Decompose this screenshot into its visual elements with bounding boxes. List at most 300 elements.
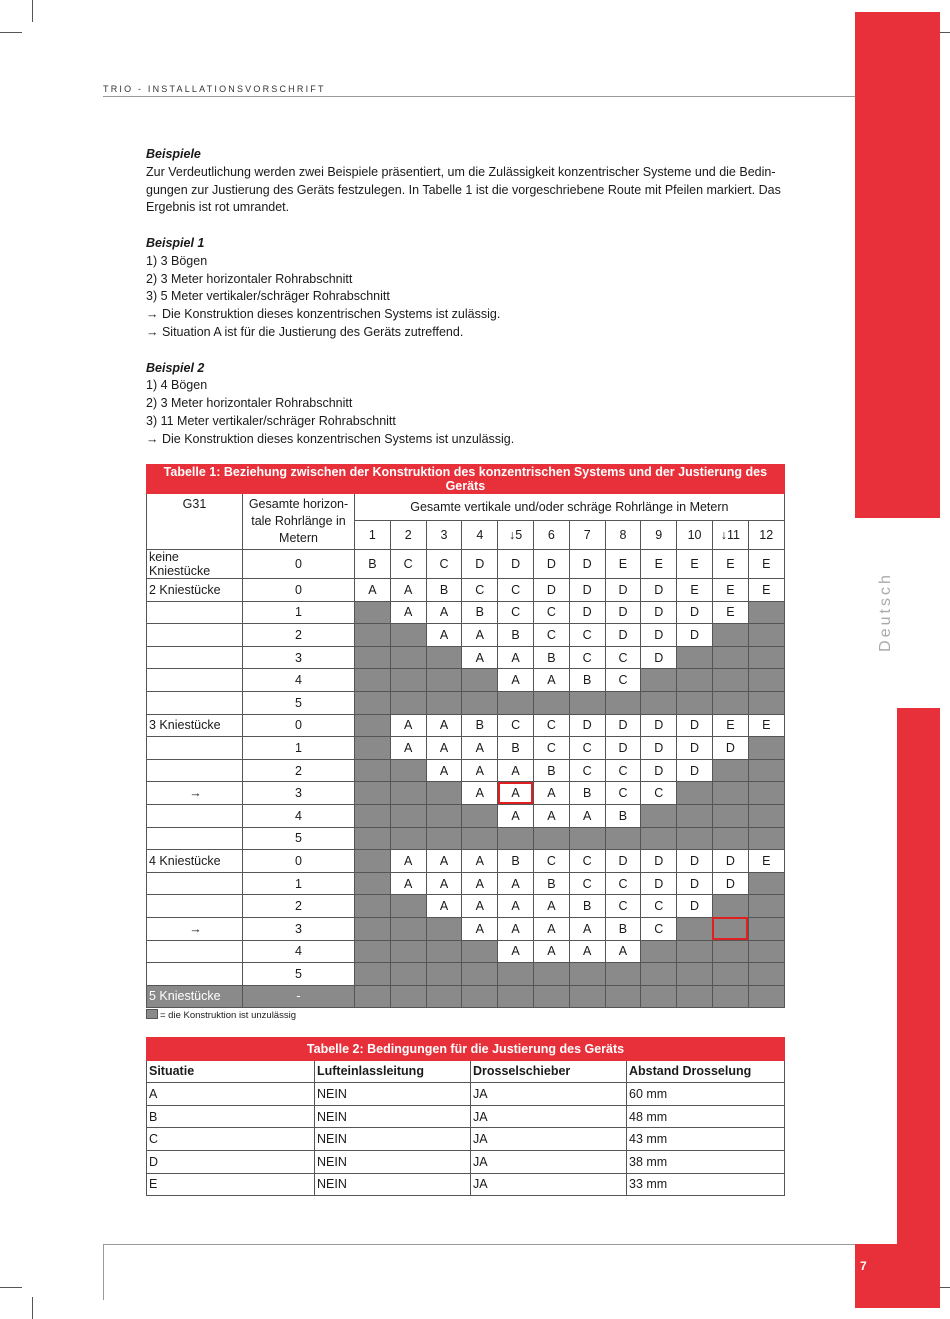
not-allowed-cell xyxy=(677,691,713,714)
row-label xyxy=(147,940,243,963)
situation-cell: E xyxy=(641,550,677,579)
not-allowed-cell xyxy=(748,624,784,647)
situation-cell: D xyxy=(677,601,713,624)
not-allowed-cell xyxy=(498,691,534,714)
table-cell: C xyxy=(147,1128,315,1151)
situation-cell: D xyxy=(533,579,569,602)
table-cell: 43 mm xyxy=(627,1128,785,1151)
row-label xyxy=(147,963,243,986)
situation-cell: D xyxy=(712,737,748,760)
not-allowed-cell xyxy=(712,804,748,827)
situation-cell: C xyxy=(498,579,534,602)
table-row xyxy=(147,579,785,602)
situation-cell: D xyxy=(641,624,677,647)
situation-cell: A xyxy=(462,917,498,940)
example-line: 3) 11 Meter vertikaler/schräger Rohrabschnitt xyxy=(146,413,396,428)
result-highlight-cell: A xyxy=(498,782,534,805)
row-label xyxy=(147,691,243,714)
situation-cell: B xyxy=(569,895,605,918)
row-label xyxy=(147,601,243,624)
not-allowed-cell xyxy=(355,963,391,986)
table-2-caption: Tabelle 2: Bedingungen für die Justierung des Geräts xyxy=(147,1038,785,1061)
situation-cell: D xyxy=(677,850,713,873)
page-number-box xyxy=(855,1244,897,1308)
not-allowed-cell xyxy=(390,646,426,669)
column-number: 2 xyxy=(390,520,426,549)
table-row xyxy=(147,917,785,940)
situation-cell: B xyxy=(462,601,498,624)
situation-cell: A xyxy=(498,872,534,895)
situation-cell: C xyxy=(569,850,605,873)
column-number: 9 xyxy=(641,520,677,549)
col-header-throttle: Drosselschieber xyxy=(471,1060,627,1083)
not-allowed-cell xyxy=(641,669,677,692)
not-allowed-cell xyxy=(390,917,426,940)
situation-cell: A xyxy=(426,714,462,737)
situation-cell: A xyxy=(498,646,534,669)
not-allowed-cell xyxy=(355,782,391,805)
table-1-caption: Tabelle 1: Beziehung zwischen der Konstruktion des konzentrischen Systems und der Justierung des Geräts xyxy=(147,465,785,494)
situation-cell: D xyxy=(605,601,641,624)
row-horizontal-length: 4 xyxy=(243,940,355,963)
not-allowed-cell xyxy=(641,827,677,850)
situation-cell: E xyxy=(712,579,748,602)
situation-cell: C xyxy=(605,782,641,805)
situation-cell: D xyxy=(498,550,534,579)
situation-cell: B xyxy=(569,782,605,805)
not-allowed-cell xyxy=(748,759,784,782)
not-allowed-cell xyxy=(426,917,462,940)
not-allowed-cell xyxy=(677,917,713,940)
situation-cell: A xyxy=(462,872,498,895)
situation-cell: C xyxy=(569,737,605,760)
example-title: Beispiel 1 xyxy=(146,235,205,250)
row-horizontal-length: 2 xyxy=(243,624,355,647)
not-allowed-cell xyxy=(748,691,784,714)
situation-cell: C xyxy=(498,601,534,624)
not-allowed-cell xyxy=(712,985,748,1008)
situation-cell: D xyxy=(569,601,605,624)
row-horizontal-length: 3 xyxy=(243,646,355,669)
situation-cell: B xyxy=(462,714,498,737)
situation-cell: A xyxy=(390,737,426,760)
situation-cell: C xyxy=(569,872,605,895)
column-number: 10 xyxy=(677,520,713,549)
not-allowed-cell xyxy=(605,963,641,986)
situation-cell: A xyxy=(569,804,605,827)
not-allowed-cell xyxy=(712,759,748,782)
not-allowed-cell xyxy=(390,963,426,986)
situation-cell: E xyxy=(677,579,713,602)
column-number: ↓11 xyxy=(712,520,748,549)
situation-cell: E xyxy=(677,550,713,579)
table-row xyxy=(147,850,785,873)
situation-cell: A xyxy=(462,624,498,647)
situation-cell: B xyxy=(605,804,641,827)
situation-cell: A xyxy=(390,579,426,602)
not-allowed-cell xyxy=(533,963,569,986)
table-row xyxy=(147,782,785,805)
column-number: 1 xyxy=(355,520,391,549)
situation-cell: B xyxy=(498,850,534,873)
not-allowed-cell xyxy=(355,850,391,873)
not-allowed-cell xyxy=(748,669,784,692)
situation-cell: A xyxy=(569,917,605,940)
legend-text: = die Konstruktion ist unzulässig xyxy=(160,1010,296,1021)
row-horizontal-length: 5 xyxy=(243,691,355,714)
situation-cell: D xyxy=(641,646,677,669)
not-allowed-cell xyxy=(355,759,391,782)
situation-cell: A xyxy=(498,895,534,918)
not-allowed-cell xyxy=(748,827,784,850)
table-row xyxy=(147,827,785,850)
not-allowed-cell xyxy=(712,669,748,692)
row-label xyxy=(147,872,243,895)
paragraph-line: gungen zur Justierung des Geräts festzulegen. In Tabelle 1 ist die vorgeschriebene Route mit Pfeilen markiert. Das xyxy=(146,182,781,197)
not-allowed-cell xyxy=(355,804,391,827)
table-row xyxy=(147,985,785,1008)
row-horizontal-length: 0 xyxy=(243,550,355,579)
situation-cell: B xyxy=(498,624,534,647)
section-title: Beispiele xyxy=(146,147,201,161)
situation-cell: A xyxy=(426,759,462,782)
situation-cell: D xyxy=(605,624,641,647)
not-allowed-cell xyxy=(462,940,498,963)
row-label xyxy=(147,624,243,647)
legend-swatch xyxy=(146,1009,158,1019)
table-cell: NEIN xyxy=(315,1150,471,1173)
not-allowed-cell xyxy=(498,827,534,850)
not-allowed-cell xyxy=(390,669,426,692)
not-allowed-cell xyxy=(712,646,748,669)
row-label: 3 Kniestücke xyxy=(147,714,243,737)
situation-cell: C xyxy=(641,782,677,805)
crop-mark xyxy=(32,0,33,22)
not-allowed-cell xyxy=(355,624,391,647)
situation-cell: A xyxy=(533,782,569,805)
table-cell: 60 mm xyxy=(627,1083,785,1106)
situation-cell: D xyxy=(677,759,713,782)
table-cell: A xyxy=(147,1083,315,1106)
situation-cell: A xyxy=(390,601,426,624)
header-rule xyxy=(103,96,855,97)
not-allowed-cell xyxy=(355,646,391,669)
row-horizontal-length: 4 xyxy=(243,669,355,692)
row-label: 2 Kniestücke xyxy=(147,579,243,602)
table-cell: D xyxy=(147,1150,315,1173)
not-allowed-cell xyxy=(677,827,713,850)
column-number: 6 xyxy=(533,520,569,549)
situation-cell: A xyxy=(498,759,534,782)
not-allowed-cell xyxy=(390,782,426,805)
row-horizontal-length: 1 xyxy=(243,737,355,760)
not-allowed-cell xyxy=(426,940,462,963)
situation-cell: A xyxy=(426,601,462,624)
situation-cell: A xyxy=(462,850,498,873)
situation-cell: A xyxy=(498,669,534,692)
row-label xyxy=(147,669,243,692)
situation-cell: C xyxy=(605,669,641,692)
not-allowed-cell xyxy=(712,963,748,986)
example-line: 1) 4 Bögen xyxy=(146,378,208,393)
not-allowed-cell xyxy=(390,804,426,827)
col-header-vertical: Gesamte vertikale und/oder schräge Rohrlänge in Metern xyxy=(355,494,785,521)
table-cell: B xyxy=(147,1105,315,1128)
not-allowed-cell xyxy=(641,691,677,714)
table-cell: JA xyxy=(471,1128,627,1151)
not-allowed-cell xyxy=(355,917,391,940)
table-cell: 38 mm xyxy=(627,1150,785,1173)
crop-mark xyxy=(32,1297,33,1319)
row-horizontal-length: 3 xyxy=(243,917,355,940)
table-cell: JA xyxy=(471,1173,627,1196)
situation-cell: D xyxy=(641,872,677,895)
footer-rule xyxy=(103,1244,855,1245)
not-allowed-cell xyxy=(569,985,605,1008)
not-allowed-cell xyxy=(712,624,748,647)
not-allowed-cell xyxy=(569,691,605,714)
column-number: 7 xyxy=(569,520,605,549)
not-allowed-cell xyxy=(677,804,713,827)
column-number: 4 xyxy=(462,520,498,549)
situation-cell: A xyxy=(390,714,426,737)
table-row xyxy=(147,1173,785,1196)
situation-cell: A xyxy=(498,917,534,940)
situation-cell: D xyxy=(677,872,713,895)
situation-cell: A xyxy=(533,804,569,827)
situation-cell: C xyxy=(605,872,641,895)
example-line: → Situation A ist für die Justierung des Geräts zutreffend. xyxy=(146,324,464,339)
situation-cell: E xyxy=(712,714,748,737)
situation-cell: B xyxy=(533,759,569,782)
situation-cell: E xyxy=(605,550,641,579)
situation-cell: D xyxy=(641,850,677,873)
paragraph-line: Zur Verdeutlichung werden zwei Beispiele präsentiert, um die Zulässigkeit konzentrischer Systeme und die Bedin- xyxy=(146,164,776,179)
language-side-label: Deutsch xyxy=(877,572,894,652)
row-horizontal-length: 0 xyxy=(243,714,355,737)
situation-cell: C xyxy=(462,579,498,602)
example-line: 2) 3 Meter horizontaler Rohrabschnitt xyxy=(146,271,353,286)
row-horizontal-length: 0 xyxy=(243,850,355,873)
situation-cell: A xyxy=(390,872,426,895)
not-allowed-cell xyxy=(390,827,426,850)
not-allowed-cell xyxy=(533,691,569,714)
row-label xyxy=(147,827,243,850)
row-horizontal-length: - xyxy=(243,985,355,1008)
not-allowed-cell xyxy=(355,985,391,1008)
situation-cell: C xyxy=(533,737,569,760)
situation-cell: B xyxy=(533,646,569,669)
situation-cell: D xyxy=(712,872,748,895)
row-horizontal-length: 3 xyxy=(243,782,355,805)
not-allowed-cell xyxy=(426,646,462,669)
example-line: 3) 5 Meter vertikaler/schräger Rohrabschnitt xyxy=(146,289,390,304)
not-allowed-cell xyxy=(390,985,426,1008)
situation-cell: D xyxy=(605,850,641,873)
table-row xyxy=(147,895,785,918)
situation-cell: D xyxy=(605,737,641,760)
situation-cell: C xyxy=(390,550,426,579)
table-cell: JA xyxy=(471,1150,627,1173)
not-allowed-cell xyxy=(677,985,713,1008)
not-allowed-cell xyxy=(712,940,748,963)
row-label xyxy=(147,895,243,918)
not-allowed-cell xyxy=(390,940,426,963)
table-cell: NEIN xyxy=(315,1083,471,1106)
row-label: → xyxy=(147,782,243,805)
not-allowed-cell xyxy=(462,827,498,850)
row-horizontal-length: 5 xyxy=(243,827,355,850)
situation-cell: C xyxy=(498,714,534,737)
situation-cell: D xyxy=(641,714,677,737)
not-allowed-cell xyxy=(390,624,426,647)
not-allowed-cell xyxy=(498,985,534,1008)
row-horizontal-length: 2 xyxy=(243,759,355,782)
red-side-bar-top xyxy=(855,12,940,518)
table-row xyxy=(147,940,785,963)
situation-cell: C xyxy=(641,895,677,918)
situation-cell: B xyxy=(569,669,605,692)
column-number: 8 xyxy=(605,520,641,549)
table-row xyxy=(147,669,785,692)
not-allowed-cell xyxy=(712,691,748,714)
col-header-horizontal: Gesamte horizon- tale Rohrlänge in Metern xyxy=(243,494,355,550)
example-line: 1) 3 Bögen xyxy=(146,253,208,268)
not-allowed-cell xyxy=(355,669,391,692)
not-allowed-cell xyxy=(355,872,391,895)
not-allowed-cell xyxy=(426,827,462,850)
situation-cell: D xyxy=(569,714,605,737)
situation-cell: D xyxy=(641,601,677,624)
situation-cell: C xyxy=(569,624,605,647)
situation-cell: D xyxy=(677,737,713,760)
situation-cell: D xyxy=(677,624,713,647)
situation-cell: D xyxy=(605,714,641,737)
not-allowed-cell xyxy=(426,691,462,714)
running-header: TRIO - INSTALLATIONSVORSCHRIFT xyxy=(103,84,326,94)
situation-cell: A xyxy=(462,895,498,918)
not-allowed-cell xyxy=(641,963,677,986)
crop-mark xyxy=(0,1287,22,1288)
table-cell: NEIN xyxy=(315,1173,471,1196)
not-allowed-cell xyxy=(677,963,713,986)
not-allowed-cell xyxy=(426,669,462,692)
situation-cell: A xyxy=(498,804,534,827)
example-line: → Die Konstruktion dieses konzentrischen Systems ist zulässig. xyxy=(146,307,501,322)
not-allowed-cell xyxy=(569,963,605,986)
table-2 xyxy=(146,1037,785,1196)
row-label xyxy=(147,804,243,827)
red-side-bar-bottom xyxy=(897,708,940,1308)
not-allowed-cell xyxy=(605,827,641,850)
not-allowed-cell xyxy=(677,669,713,692)
situation-cell: C xyxy=(569,759,605,782)
not-allowed-cell xyxy=(677,940,713,963)
not-allowed-cell xyxy=(462,669,498,692)
situation-cell: E xyxy=(748,579,784,602)
situation-cell: C xyxy=(426,550,462,579)
situation-cell: D xyxy=(677,714,713,737)
example-title: Beispiel 2 xyxy=(146,360,205,375)
not-allowed-cell xyxy=(605,691,641,714)
row-horizontal-length: 0 xyxy=(243,579,355,602)
situation-cell: B xyxy=(426,579,462,602)
example-line: → Die Konstruktion dieses konzentrischen Systems ist unzulässig. xyxy=(146,431,515,446)
situation-cell: A xyxy=(569,940,605,963)
not-allowed-cell xyxy=(605,985,641,1008)
table-row xyxy=(147,1083,785,1106)
situation-cell: C xyxy=(605,646,641,669)
row-horizontal-length: 2 xyxy=(243,895,355,918)
table-cell: 33 mm xyxy=(627,1173,785,1196)
example-line: 2) 3 Meter horizontaler Rohrabschnitt xyxy=(146,396,353,411)
not-allowed-cell xyxy=(748,804,784,827)
not-allowed-cell xyxy=(641,940,677,963)
row-label xyxy=(147,646,243,669)
not-allowed-cell xyxy=(748,963,784,986)
situation-cell: B xyxy=(533,872,569,895)
not-allowed-cell xyxy=(748,940,784,963)
not-allowed-cell xyxy=(533,985,569,1008)
not-allowed-cell xyxy=(390,759,426,782)
situation-cell: A xyxy=(462,646,498,669)
situation-cell: A xyxy=(605,940,641,963)
table-row xyxy=(147,1150,785,1173)
table-row xyxy=(147,759,785,782)
not-allowed-cell xyxy=(748,646,784,669)
table-cell: NEIN xyxy=(315,1105,471,1128)
not-allowed-cell xyxy=(748,872,784,895)
page-number: 7 xyxy=(860,1259,867,1273)
situation-cell: A xyxy=(533,917,569,940)
situation-cell: D xyxy=(569,550,605,579)
situation-cell: E xyxy=(748,714,784,737)
not-allowed-cell xyxy=(748,601,784,624)
not-allowed-cell xyxy=(677,782,713,805)
situation-cell: D xyxy=(462,550,498,579)
row-label xyxy=(147,759,243,782)
situation-cell: D xyxy=(677,895,713,918)
row-horizontal-length: 4 xyxy=(243,804,355,827)
situation-cell: A xyxy=(426,872,462,895)
table-row xyxy=(147,872,785,895)
result-highlight-cell xyxy=(712,917,748,940)
situation-cell: A xyxy=(390,850,426,873)
col-header-situation: Situatie xyxy=(147,1060,315,1083)
situation-cell: D xyxy=(641,737,677,760)
paragraph-line: Ergebnis ist rot umrandet. xyxy=(146,200,290,215)
row-label: 4 Kniestücke xyxy=(147,850,243,873)
situation-cell: A xyxy=(426,850,462,873)
not-allowed-cell xyxy=(426,985,462,1008)
situation-cell: D xyxy=(569,579,605,602)
row-label: → xyxy=(147,917,243,940)
situation-cell: A xyxy=(462,759,498,782)
not-allowed-cell xyxy=(355,827,391,850)
not-allowed-cell xyxy=(569,827,605,850)
column-number: 3 xyxy=(426,520,462,549)
row-label: keine Kniestücke xyxy=(147,550,243,579)
body-text xyxy=(146,146,786,449)
not-allowed-cell xyxy=(355,601,391,624)
not-allowed-cell xyxy=(712,782,748,805)
situation-cell: D xyxy=(712,850,748,873)
row-horizontal-length: 5 xyxy=(243,963,355,986)
not-allowed-cell xyxy=(355,714,391,737)
not-allowed-cell xyxy=(390,895,426,918)
table-cell: JA xyxy=(471,1105,627,1128)
situation-cell: A xyxy=(426,737,462,760)
